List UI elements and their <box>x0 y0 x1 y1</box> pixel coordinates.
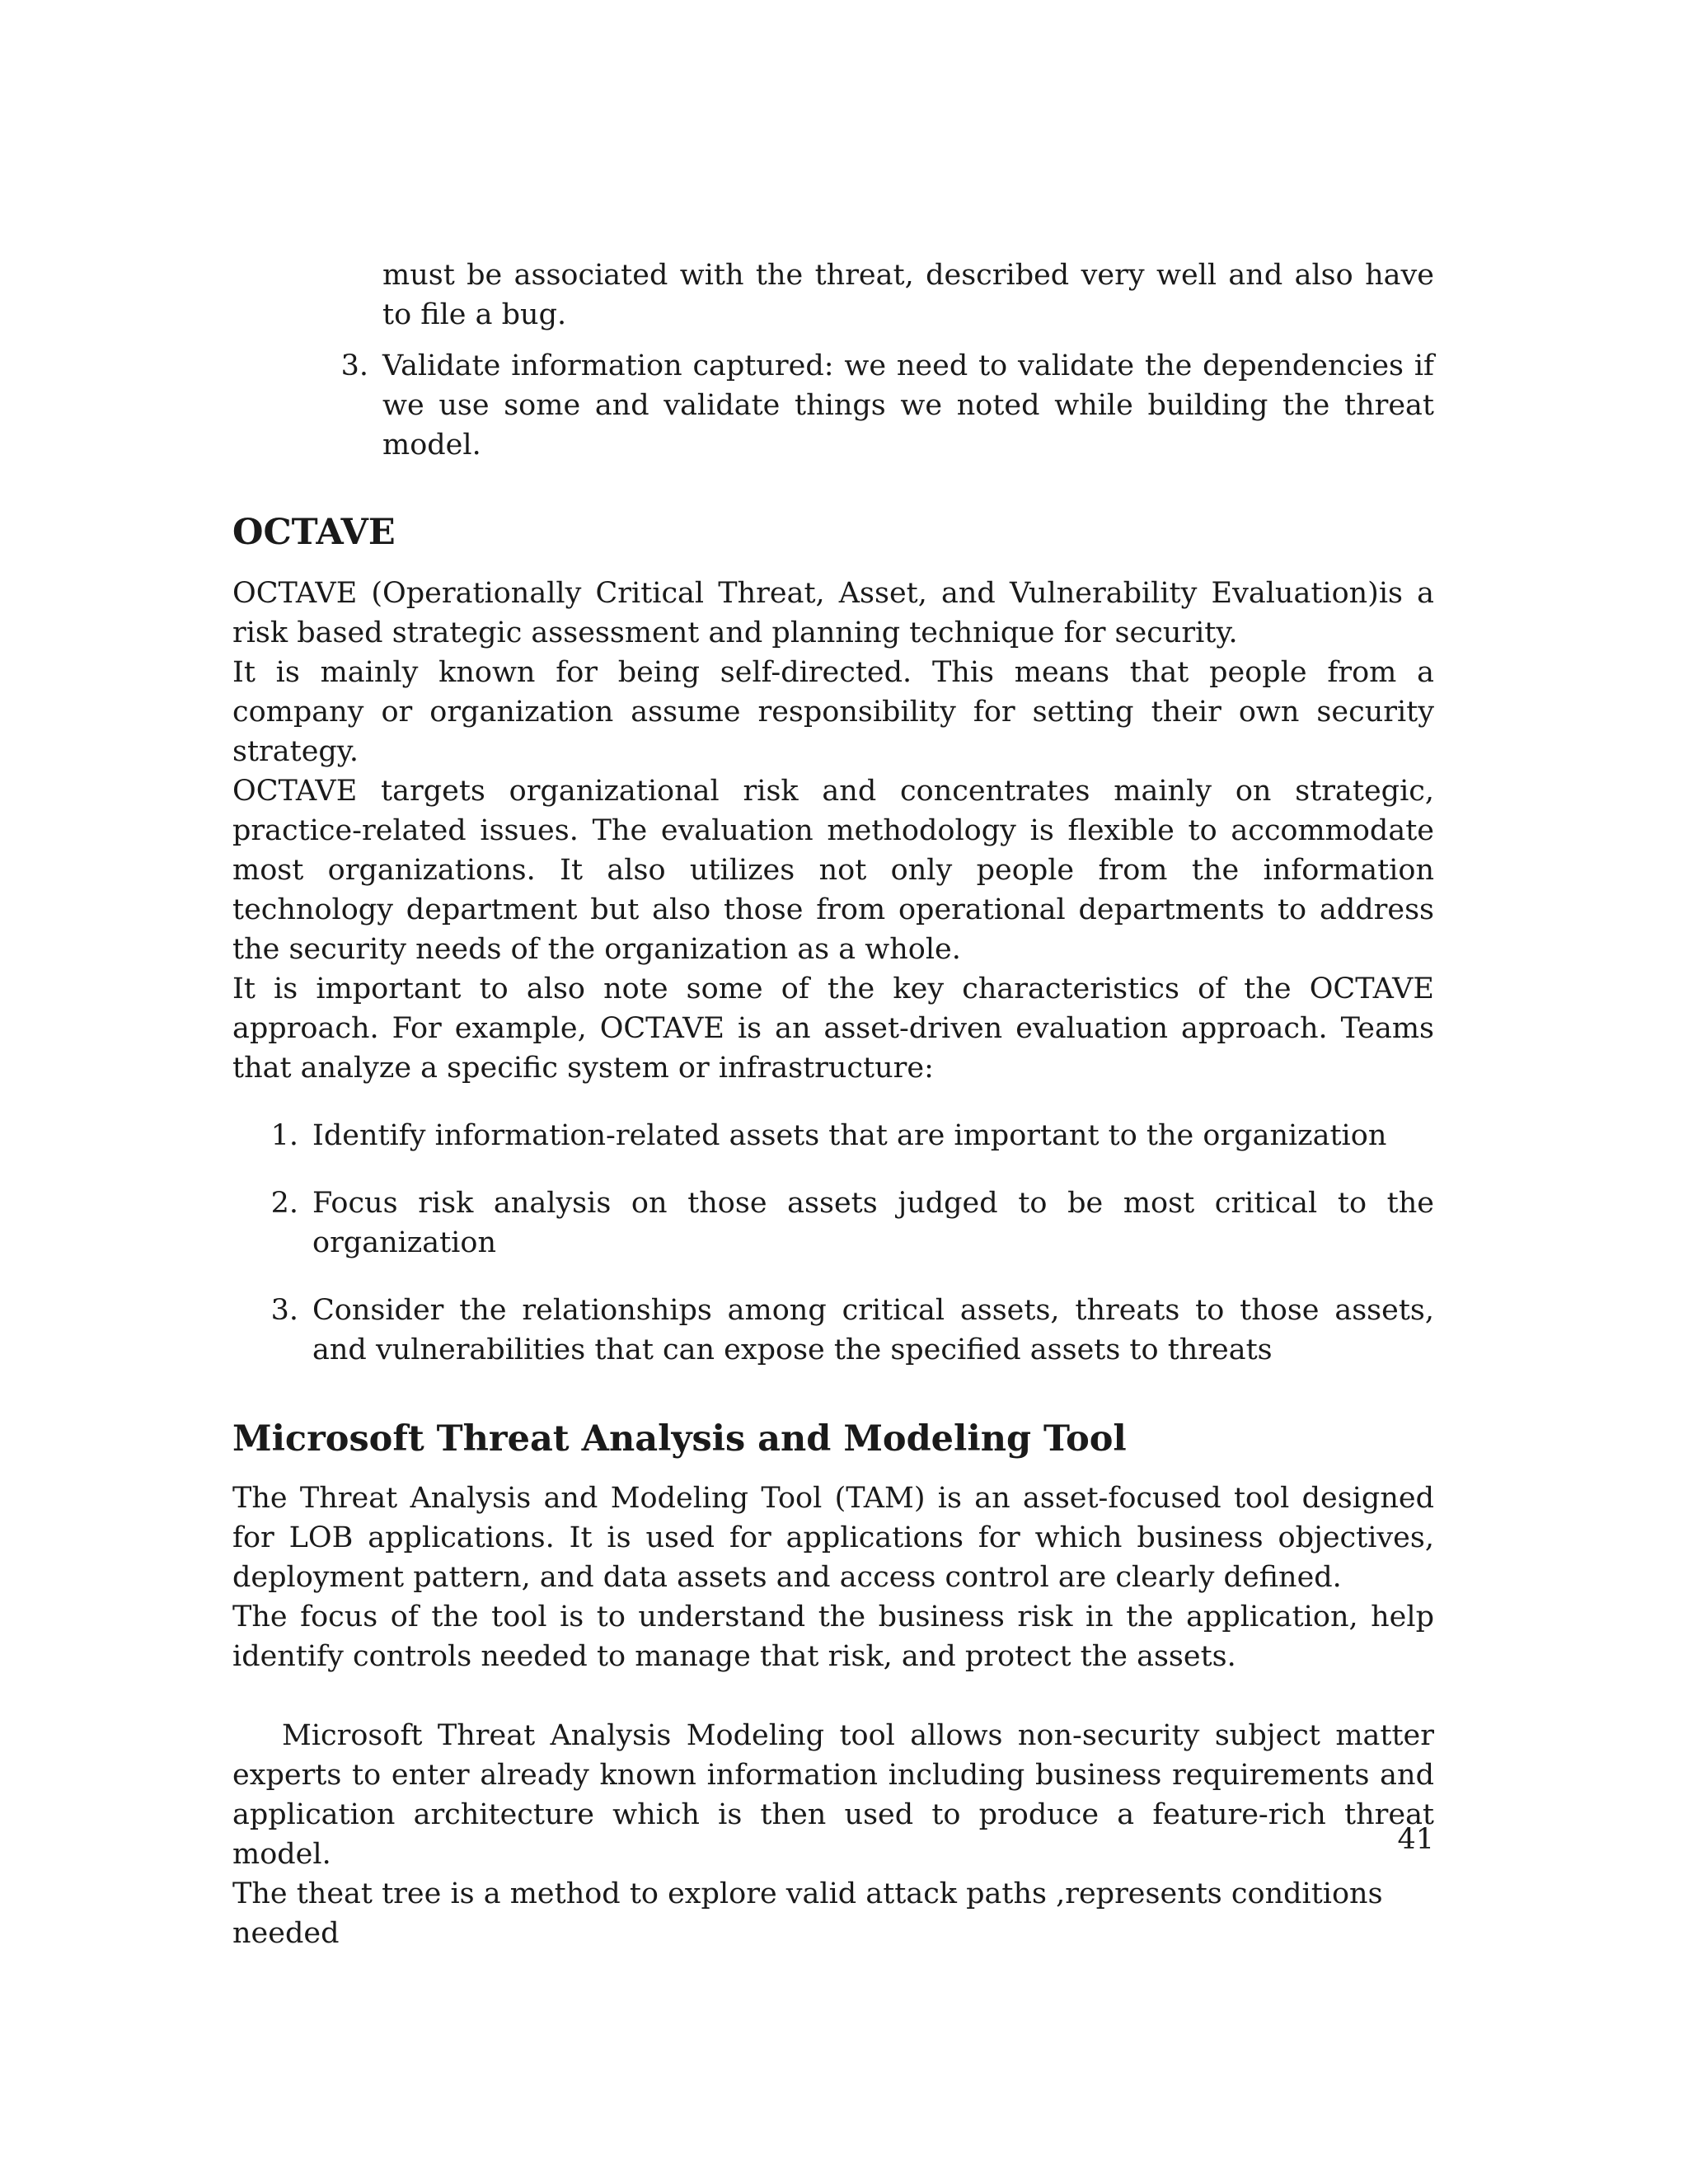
section-heading-octave: OCTAVE <box>232 512 396 553</box>
list-item <box>232 1116 1434 1155</box>
paragraph: OCTAVE (Operationally Critical Threat, Asset, and Vulnerability Evaluation)is a risk based strategic assessment and planning technique for security. <box>232 577 1434 649</box>
octave-numbered-list <box>232 1116 1434 1370</box>
list-item-text: Identify information-related assets that are important to the organization <box>312 1119 1387 1152</box>
document-page <box>232 255 1434 1953</box>
list-item-text: Consider the relationships among critical assets, threats to those assets, and vulnerabilities that can expose the specified assets to threats <box>312 1294 1434 1366</box>
page-number: 41 <box>1397 1823 1434 1856</box>
list-item-number: 3. <box>340 349 368 382</box>
list-item-number: 1. <box>270 1119 298 1152</box>
section-heading-tam: Microsoft Threat Analysis and Modeling Tool <box>232 1418 1127 1460</box>
paragraph: The Threat Analysis and Modeling Tool (TAM) is an asset-focused tool designed for LOB applications. It is used for applications for which business objectives, deployment pattern, and data assets and access control are clearly defined. <box>232 1482 1434 1594</box>
list-item-text: Focus risk analysis on those assets judged to be most critical to the organization <box>312 1187 1434 1259</box>
octave-body <box>232 574 1434 1088</box>
numbered-list <box>232 346 1434 465</box>
tam-body <box>232 1479 1434 1953</box>
list-item-continuation: must be associated with the threat, described very well and also have to file a bug. <box>382 259 1434 331</box>
list-item <box>232 1183 1434 1263</box>
paragraph: Microsoft Threat Analysis Modeling tool allows non-security subject matter experts to enter already known information including business requirements and application architecture which is then used to produce a feature-rich threat model. <box>232 1719 1434 1871</box>
list-item <box>232 346 1434 465</box>
paragraph: The theat tree is a method to explore valid attack paths ,represents conditions needed <box>232 1877 1383 1950</box>
list-item-number: 3. <box>270 1294 298 1327</box>
paragraph: The focus of the tool is to understand the business risk in the application, help identify controls needed to manage that risk, and protect the assets. <box>232 1601 1434 1673</box>
list-item-number: 2. <box>270 1187 298 1220</box>
list-item-text: Validate information captured: we need to validate the dependencies if we use some and validate things we noted while building the threat model. <box>382 349 1434 462</box>
paragraph: It is mainly known for being self-directed. This means that people from a company or organization assume responsibility for setting their own security strategy. <box>232 656 1434 768</box>
paragraph: It is important to also note some of the key characteristics of the OCTAVE approach. For example, OCTAVE is an asset-driven evaluation approach. Teams that analyze a specific system or infrastructure: <box>232 972 1434 1085</box>
list-item <box>232 1291 1434 1370</box>
paragraph: OCTAVE targets organizational risk and concentrates mainly on strategic, practice-related issues. The evaluation methodology is flexible to accommodate most organizations. It also utilizes not only people from the information technology department but also those from operational departments to address the security needs of the organization as a whole. <box>232 775 1434 966</box>
